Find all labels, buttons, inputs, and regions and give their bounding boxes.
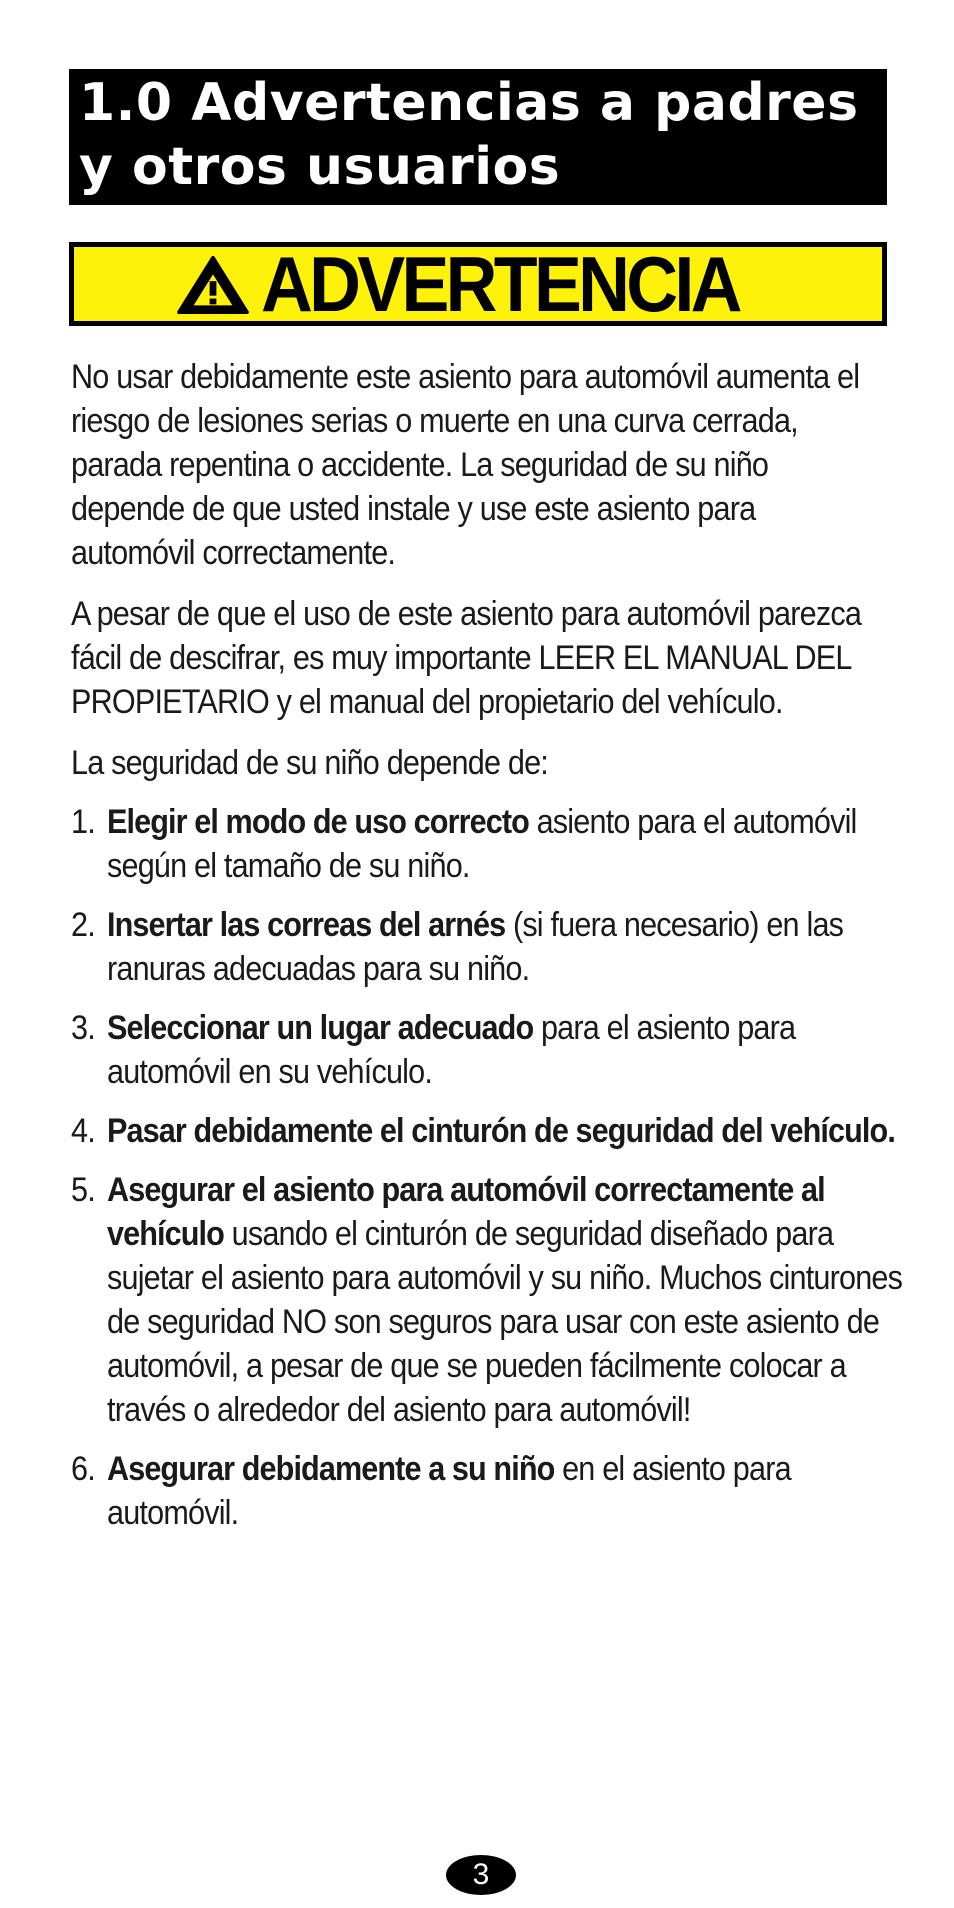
list-item-bold: Asegurar debidamente a su niño — [107, 1450, 555, 1488]
list-item-text: usando el cinturón de seguridad diseñado para sujetar el asiento para automóvil y su niño. Muchos cinturones de seguridad NO son seguros para usar con este asiento de automóvil, a pesar de que se pueden fácilmente colocar a través o alrededor del asiento para automóvil! — [107, 1215, 903, 1429]
safety-steps-list — [71, 800, 903, 1535]
paragraph-read-manual: A pesar de que el uso de este asiento para automóvil parezca fácil de descifrar, es muy importante LEER EL MANUAL DEL PROPIETARIO y el manual del propietario del vehículo. — [71, 595, 862, 721]
list-item — [71, 800, 906, 888]
section-title-line-2: y otros usuarios — [79, 137, 561, 197]
list-intro: La seguridad de su niño depende de: — [71, 744, 548, 782]
list-item-text: asiento para el automóvil según el tamaño de su niño. — [107, 803, 857, 885]
section-title — [79, 71, 875, 199]
list-item-number: 5. — [71, 1171, 95, 1209]
list-item-number: 4. — [71, 1112, 95, 1150]
list-item-text: para el asiento para automóvil en su vehículo. — [107, 1009, 796, 1091]
section-title-line-1: 1.0 Advertencias a padres — [79, 73, 859, 133]
list-item-bold: Elegir el modo de uso correcto — [107, 803, 529, 841]
list-item-number: 1. — [71, 803, 95, 841]
list-item — [71, 1168, 906, 1432]
list-item-bold: Insertar las correas del arnés — [107, 906, 506, 944]
page-number-badge — [446, 1855, 516, 1895]
list-item-bold: Pasar debidamente el cinturón de seguridad del vehículo. — [107, 1112, 895, 1150]
page-number: 3 — [472, 1858, 490, 1891]
warning-triangle-icon — [175, 255, 251, 315]
list-item-number: 2. — [71, 906, 95, 944]
paragraph-misuse-warning: No usar debidamente este asiento para automóvil aumenta el riesgo de lesiones serias o muerte en una curva cerrada, parada repentina o accidente. La seguridad de su niño depende de que usted instale y use este asiento para automóvil correctamente. — [71, 358, 860, 572]
list-item — [71, 1447, 906, 1535]
list-item-number: 6. — [71, 1450, 95, 1488]
list-item — [71, 1109, 906, 1153]
body-content — [71, 355, 903, 1550]
warning-banner — [69, 242, 887, 326]
list-item-bold: Asegurar el asiento para automóvil correctamente al vehículo — [107, 1171, 825, 1253]
list-item — [71, 1006, 906, 1094]
list-item-number: 3. — [71, 1009, 95, 1047]
warning-label: ADVERTENCIA — [261, 240, 740, 328]
list-item-text: en el asiento para automóvil. — [107, 1450, 791, 1532]
list-item-text: (si fuera necesario) en las ranuras adecuadas para su niño. — [107, 906, 844, 988]
list-item — [71, 903, 906, 991]
list-item-bold: Seleccionar un lugar adecuado — [107, 1009, 534, 1047]
section-header — [69, 69, 887, 205]
